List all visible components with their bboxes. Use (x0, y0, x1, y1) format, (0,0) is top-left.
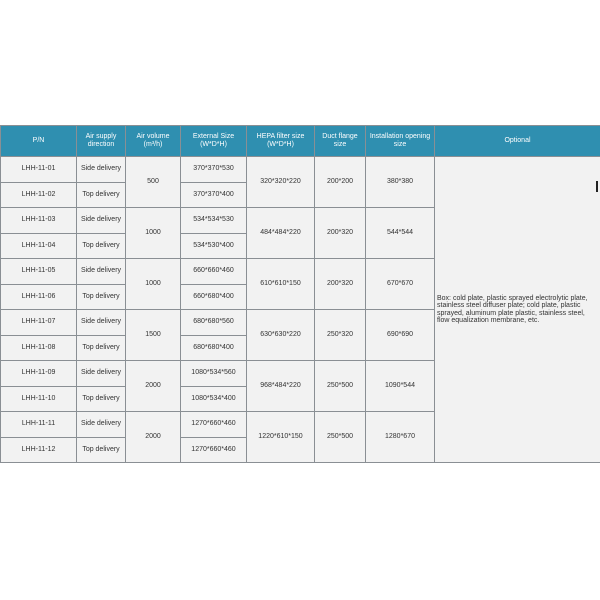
cell-installation: 1280*670 (366, 412, 435, 463)
table-row (1, 157, 600, 183)
cell-duct-flange: 200*320 (315, 208, 366, 259)
cell-installation: 670*670 (366, 259, 435, 310)
cell-external-size: 370*370*400 (181, 182, 247, 208)
cell-external-size: 1080*534*560 (181, 361, 247, 387)
spec-table-container (0, 125, 600, 463)
cell-optional: Box: cold plate, plastic sprayed electrolytic plate, stainless steel diffuser plate; cold plate, plastic sprayed, aluminum plate plastic, stainless steel, flow equalization membrane, etc. (435, 157, 600, 463)
cell-hepa-size: 320*320*220 (247, 157, 315, 208)
cell-external-size: 534*530*400 (181, 233, 247, 259)
header-installation: Installation opening size (366, 126, 435, 157)
header-air-volume: Air volume (m³/h) (126, 126, 181, 157)
cell-duct-flange: 200*320 (315, 259, 366, 310)
cell-external-size: 534*534*530 (181, 208, 247, 234)
cell-duct-flange: 250*320 (315, 310, 366, 361)
cell-direction: Top delivery (77, 437, 126, 463)
cell-pn: LHH-11-04 (1, 233, 77, 259)
cell-direction: Side delivery (77, 412, 126, 438)
cell-external-size: 680*680*560 (181, 310, 247, 336)
cell-direction: Top delivery (77, 284, 126, 310)
cell-direction: Side delivery (77, 259, 126, 285)
cell-external-size: 660*660*460 (181, 259, 247, 285)
cell-hepa-size: 630*630*220 (247, 310, 315, 361)
header-optional: Optional (435, 126, 600, 157)
cell-pn: LHH-11-01 (1, 157, 77, 183)
cell-hepa-size: 1220*610*150 (247, 412, 315, 463)
edge-mark (596, 181, 598, 192)
cell-direction: Side delivery (77, 361, 126, 387)
cell-hepa-size: 968*484*220 (247, 361, 315, 412)
header-duct-flange: Duct flange size (315, 126, 366, 157)
cell-external-size: 1270*660*460 (181, 437, 247, 463)
cell-direction: Side delivery (77, 208, 126, 234)
header-hepa-size: HEPA filter size (W*D*H) (247, 126, 315, 157)
cell-pn: LHH-11-06 (1, 284, 77, 310)
cell-pn: LHH-11-07 (1, 310, 77, 336)
cell-pn: LHH-11-03 (1, 208, 77, 234)
cell-air-volume: 1500 (126, 310, 181, 361)
cell-pn: LHH-11-11 (1, 412, 77, 438)
cell-direction: Side delivery (77, 310, 126, 336)
cell-direction: Top delivery (77, 233, 126, 259)
cell-external-size: 370*370*530 (181, 157, 247, 183)
cell-installation: 1090*544 (366, 361, 435, 412)
cell-air-volume: 1000 (126, 259, 181, 310)
cell-direction: Top delivery (77, 335, 126, 361)
header-air-supply: Air supply direction (77, 126, 126, 157)
header-external-size: External Size (W*D*H) (181, 126, 247, 157)
cell-air-volume: 2000 (126, 361, 181, 412)
header-row (1, 126, 600, 157)
header-pn: P/N (1, 126, 77, 157)
cell-direction: Top delivery (77, 182, 126, 208)
cell-installation: 380*380 (366, 157, 435, 208)
cell-pn: LHH-11-02 (1, 182, 77, 208)
cell-hepa-size: 610*610*150 (247, 259, 315, 310)
cell-hepa-size: 484*484*220 (247, 208, 315, 259)
cell-installation: 690*690 (366, 310, 435, 361)
cell-external-size: 660*680*400 (181, 284, 247, 310)
cell-external-size: 1080*534*400 (181, 386, 247, 412)
cell-pn: LHH-11-12 (1, 437, 77, 463)
cell-pn: LHH-11-05 (1, 259, 77, 285)
cell-direction: Side delivery (77, 157, 126, 183)
cell-air-volume: 1000 (126, 208, 181, 259)
cell-external-size: 680*680*400 (181, 335, 247, 361)
cell-duct-flange: 200*200 (315, 157, 366, 208)
cell-pn: LHH-11-09 (1, 361, 77, 387)
cell-pn: LHH-11-10 (1, 386, 77, 412)
cell-installation: 544*544 (366, 208, 435, 259)
cell-duct-flange: 250*500 (315, 361, 366, 412)
spec-table (0, 125, 600, 463)
cell-duct-flange: 250*500 (315, 412, 366, 463)
cell-direction: Top delivery (77, 386, 126, 412)
cell-air-volume: 2000 (126, 412, 181, 463)
cell-air-volume: 500 (126, 157, 181, 208)
cell-pn: LHH-11-08 (1, 335, 77, 361)
cell-external-size: 1270*660*460 (181, 412, 247, 438)
